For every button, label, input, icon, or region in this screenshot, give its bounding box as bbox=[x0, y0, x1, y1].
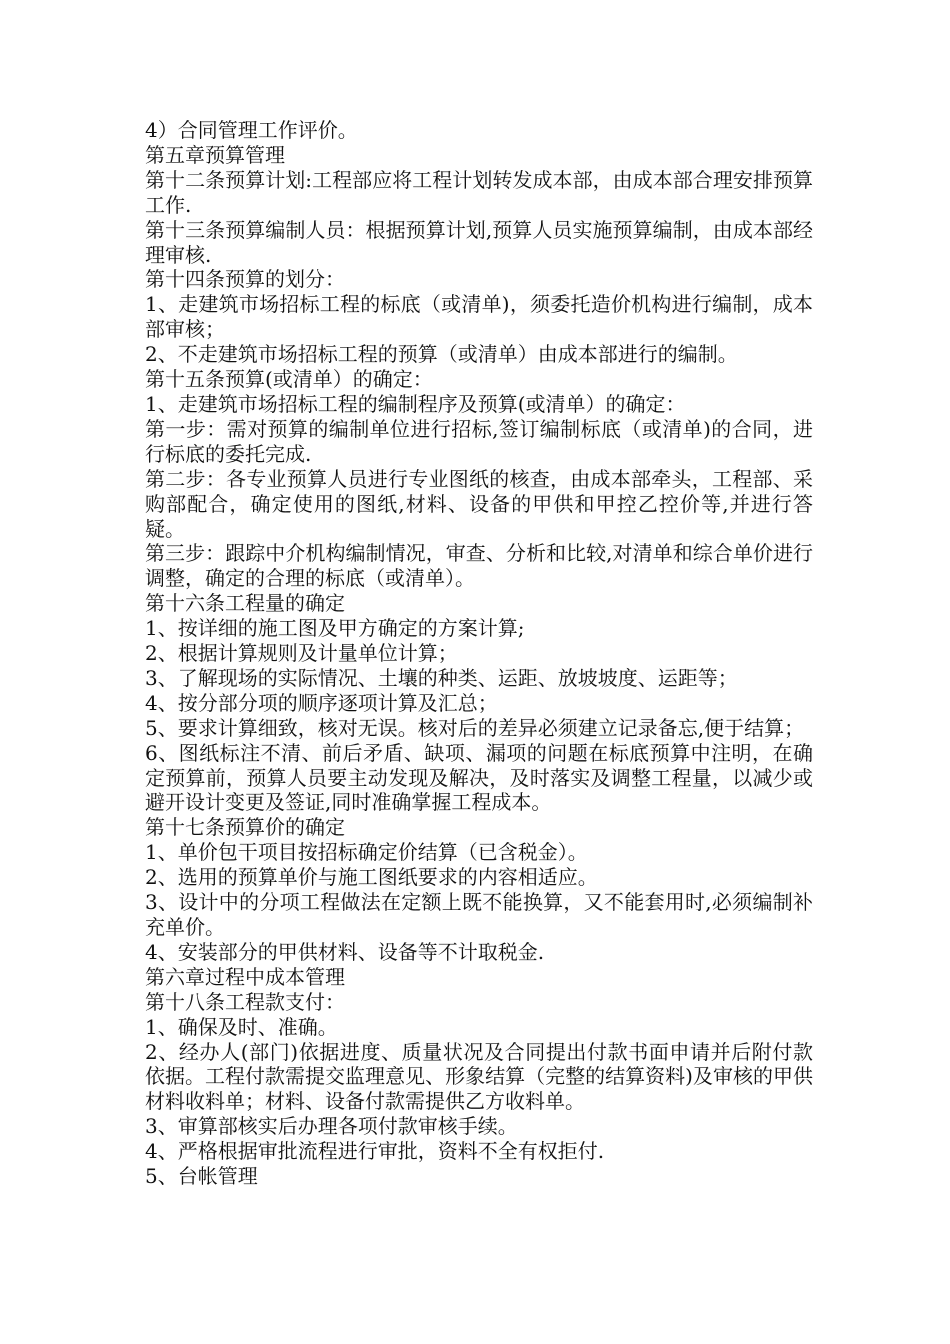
list-item: 2、经办人(部门)依据进度、质量状况及合同提出付款书面申请并后附付款依据。工程付款需提交监理意见、形象结算（完整的结算资料)及审核的甲供材料收料单；材料、设备付款需提供乙方收料单。 bbox=[145, 1039, 813, 1114]
article-heading: 第十六条工程量的确定 bbox=[145, 591, 345, 616]
list-item: 1、走建筑市场招标工程的编制程序及预算(或清单）的确定： bbox=[145, 391, 686, 416]
list-item: 4）合同管理工作评价。 bbox=[145, 118, 358, 142]
list-item: 4、按分部分项的顺序逐项计算及汇总； bbox=[145, 690, 498, 715]
article-heading: 第十五条预算(或清单）的确定： bbox=[145, 367, 433, 392]
list-item: 3、设计中的分项工程做法在定额上既不能换算，又不能套用时,必须编制补充单价。 bbox=[145, 890, 813, 939]
article-heading: 第十七条预算价的确定 bbox=[145, 815, 345, 840]
list-item: 2、不走建筑市场招标工程的预算（或清单）由成本部进行的编制。 bbox=[145, 342, 738, 367]
list-item: 5、要求计算细致，核对无误。核对后的差异必须建立记录备忘,便于结算； bbox=[145, 715, 805, 740]
article-heading: 第十八条工程款支付： bbox=[145, 989, 345, 1014]
step-paragraph: 第三步：跟踪中介机构编制情况，审查、分析和比较,对清单和综合单价进行调整，确定的合理的标底（或清单）。 bbox=[145, 541, 813, 591]
document-body bbox=[145, 118, 813, 1189]
article-paragraph: 第十三条预算编制人员：根据预算计划,预算人员实施预算编制，由成本部经理审核. bbox=[145, 217, 813, 267]
list-item: 6、图纸标注不清、前后矛盾、缺项、漏项的问题在标底预算中注明，在确定预算前，预算人员要主动发现及解决，及时落实及调整工程量，以减少或避开设计变更及签证,同时准确掌握工程成本。 bbox=[145, 740, 813, 815]
step-paragraph: 第二步：各专业预算人员进行专业图纸的核查，由成本部牵头，工程部、采购部配合，确定使用的图纸,材料、设备的甲供和甲控乙控价等,并进行答疑。 bbox=[145, 466, 813, 541]
list-item: 1、单价包干项目按招标确定价结算（已含税金）。 bbox=[145, 840, 588, 865]
list-item: 5、台帐管理 bbox=[145, 1164, 258, 1189]
list-item: 1、按详细的施工图及甲方确定的方案计算; bbox=[145, 616, 525, 641]
chapter-heading: 第五章预算管理 bbox=[145, 142, 285, 167]
list-item: 4、安装部分的甲供材料、设备等不计取税金. bbox=[145, 939, 545, 964]
list-item: 2、根据计算规则及计量单位计算； bbox=[145, 641, 458, 666]
step-paragraph: 第一步：需对预算的编制单位进行招标,签订编制标底（或清单)的合同，进行标底的委托完成. bbox=[145, 416, 813, 466]
list-item: 2、选用的预算单价与施工图纸要求的内容相适应。 bbox=[145, 865, 598, 890]
chapter-heading: 第六章过程中成本管理 bbox=[145, 964, 345, 989]
list-item: 1、走建筑市场招标工程的标底（或清单)，须委托造价机构进行编制，成本部审核； bbox=[145, 292, 813, 342]
list-item: 4、严格根据审批流程进行审批，资料不全有权拒付. bbox=[145, 1139, 605, 1164]
list-item: 3、审算部核实后办理各项付款审核手续。 bbox=[145, 1114, 518, 1139]
list-item: 3、了解现场的实际情况、土壤的种类、运距、放坡坡度、运距等； bbox=[145, 665, 738, 690]
article-paragraph: 第十二条预算计划:工程部应将工程计划转发成本部，由成本部合理安排预算工作. bbox=[145, 167, 813, 217]
article-heading: 第十四条预算的划分： bbox=[145, 267, 345, 292]
list-item: 1、确保及时、准确。 bbox=[145, 1014, 338, 1039]
